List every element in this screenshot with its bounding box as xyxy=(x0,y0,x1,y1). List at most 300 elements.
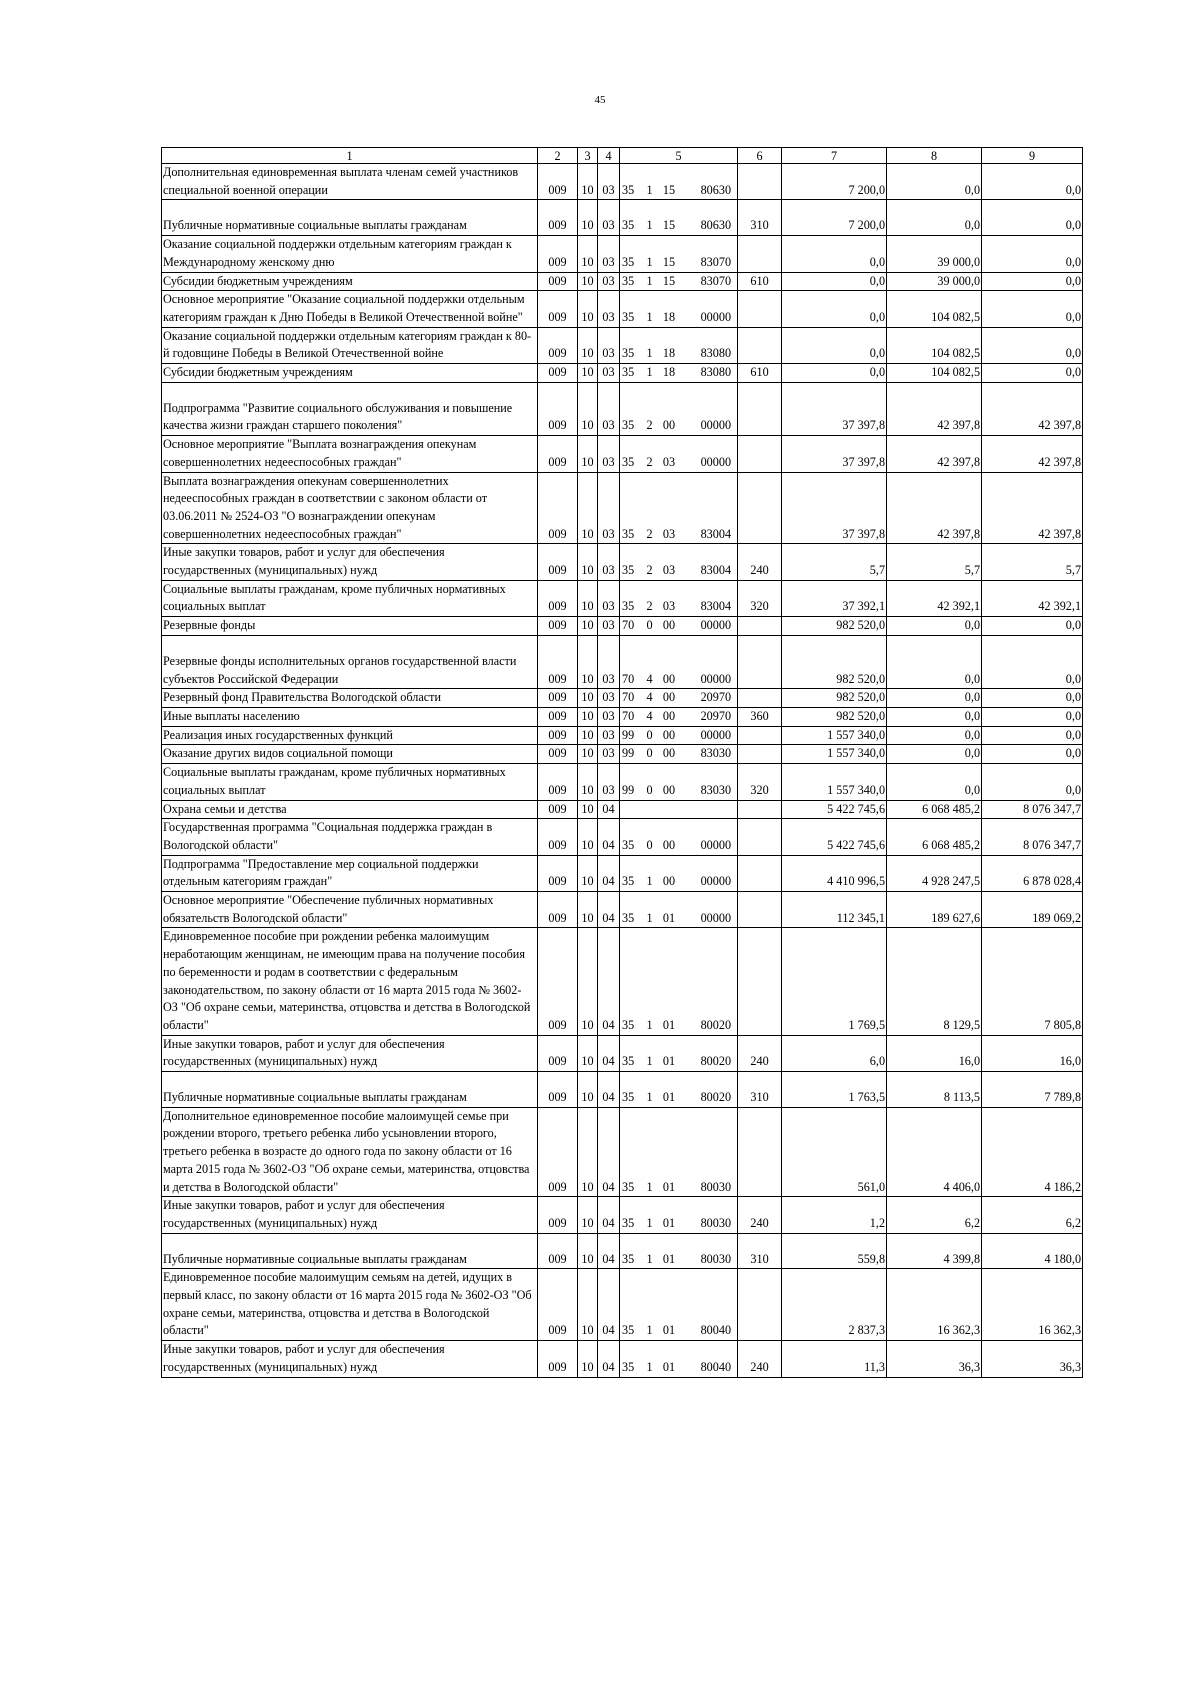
section-code: 10 xyxy=(578,726,598,745)
ministry-code: 009 xyxy=(538,726,578,745)
row-name: Иные закупки товаров, работ и услуг для обеспечения государственных (муниципальных) нужд xyxy=(162,1035,538,1071)
ministry-code: 009 xyxy=(538,745,578,764)
target-article-event: 01 xyxy=(656,928,683,1035)
subsection-code: 03 xyxy=(598,164,620,200)
target-article-subprogram: 1 xyxy=(644,236,656,272)
table-row xyxy=(162,580,1083,616)
target-article-program: 35 xyxy=(620,819,644,855)
amount-col-8: 0,0 xyxy=(887,164,982,200)
amount-col-8: 8 113,5 xyxy=(887,1072,982,1108)
target-article-direction: 00000 xyxy=(683,436,738,472)
amount-col-7: 0,0 xyxy=(782,327,887,363)
amount-col-8: 42 397,8 xyxy=(887,436,982,472)
amount-col-7: 982 520,0 xyxy=(782,707,887,726)
amount-col-9: 0,0 xyxy=(982,364,1083,383)
target-article-event: 18 xyxy=(656,364,683,383)
amount-col-7: 1 769,5 xyxy=(782,928,887,1035)
target-article-direction: 00000 xyxy=(683,819,738,855)
target-article-event: 00 xyxy=(656,726,683,745)
section-code: 10 xyxy=(578,1072,598,1108)
amount-col-9: 42 397,8 xyxy=(982,472,1083,544)
header-col-1: 1 xyxy=(162,148,538,164)
subsection-code: 03 xyxy=(598,272,620,291)
target-article-program: 70 xyxy=(620,635,644,688)
target-article-subprogram: 1 xyxy=(644,1107,656,1197)
target-article-subprogram: 4 xyxy=(644,689,656,708)
target-article-direction xyxy=(683,800,738,819)
row-name: Подпрограмма "Развитие социального обслуживания и повышение качества жизни граждан старшего поколения" xyxy=(162,382,538,435)
target-article-subprogram: 1 xyxy=(644,1233,656,1269)
table-row xyxy=(162,745,1083,764)
header-col-4: 4 xyxy=(598,148,620,164)
target-article-direction: 83004 xyxy=(683,544,738,580)
target-article-event: 03 xyxy=(656,544,683,580)
target-article-subprogram: 2 xyxy=(644,544,656,580)
section-code: 10 xyxy=(578,928,598,1035)
ministry-code: 009 xyxy=(538,635,578,688)
ministry-code: 009 xyxy=(538,800,578,819)
subsection-code: 04 xyxy=(598,928,620,1035)
target-article-direction: 00000 xyxy=(683,617,738,636)
amount-col-9: 0,0 xyxy=(982,689,1083,708)
expense-type-code: 240 xyxy=(738,544,782,580)
amount-col-8: 104 082,5 xyxy=(887,364,982,383)
target-article-direction: 20970 xyxy=(683,707,738,726)
target-article-program: 35 xyxy=(620,236,644,272)
expense-type-code: 310 xyxy=(738,1233,782,1269)
target-article-direction: 80630 xyxy=(683,200,738,236)
subsection-code: 03 xyxy=(598,635,620,688)
target-article-program: 35 xyxy=(620,928,644,1035)
section-code: 10 xyxy=(578,707,598,726)
expense-type-code xyxy=(738,819,782,855)
section-code: 10 xyxy=(578,544,598,580)
amount-col-7: 0,0 xyxy=(782,272,887,291)
section-code: 10 xyxy=(578,1269,598,1341)
table-row xyxy=(162,272,1083,291)
subsection-code: 03 xyxy=(598,200,620,236)
amount-col-8: 39 000,0 xyxy=(887,272,982,291)
amount-col-9: 42 397,8 xyxy=(982,436,1083,472)
amount-col-8: 0,0 xyxy=(887,689,982,708)
ministry-code: 009 xyxy=(538,1107,578,1197)
table-row xyxy=(162,800,1083,819)
subsection-code: 03 xyxy=(598,617,620,636)
amount-col-9: 4 180,0 xyxy=(982,1233,1083,1269)
row-name: Иные закупки товаров, работ и услуг для обеспечения государственных (муниципальных) нужд xyxy=(162,1341,538,1377)
target-article-event: 00 xyxy=(656,745,683,764)
target-article-program: 35 xyxy=(620,1107,644,1197)
target-article-event: 03 xyxy=(656,472,683,544)
table-row xyxy=(162,1107,1083,1197)
amount-col-8: 0,0 xyxy=(887,764,982,800)
ministry-code: 009 xyxy=(538,1197,578,1233)
ministry-code: 009 xyxy=(538,1269,578,1341)
table-row xyxy=(162,236,1083,272)
ministry-code: 009 xyxy=(538,200,578,236)
target-article-event: 18 xyxy=(656,327,683,363)
target-article-direction: 00000 xyxy=(683,855,738,891)
target-article-subprogram: 0 xyxy=(644,745,656,764)
amount-col-7: 1 763,5 xyxy=(782,1072,887,1108)
table-row xyxy=(162,617,1083,636)
amount-col-8: 6 068 485,2 xyxy=(887,800,982,819)
target-article-event: 15 xyxy=(656,164,683,200)
expense-type-code xyxy=(738,382,782,435)
ministry-code: 009 xyxy=(538,291,578,327)
target-article-subprogram: 1 xyxy=(644,1269,656,1341)
target-article-direction: 83004 xyxy=(683,580,738,616)
section-code: 10 xyxy=(578,364,598,383)
subsection-code: 03 xyxy=(598,382,620,435)
amount-col-9: 16,0 xyxy=(982,1035,1083,1071)
section-code: 10 xyxy=(578,635,598,688)
section-code: 10 xyxy=(578,689,598,708)
target-article-program: 70 xyxy=(620,707,644,726)
amount-col-7: 1 557 340,0 xyxy=(782,764,887,800)
amount-col-9: 189 069,2 xyxy=(982,892,1083,928)
target-article-direction: 00000 xyxy=(683,635,738,688)
target-article-subprogram: 1 xyxy=(644,928,656,1035)
amount-col-9: 0,0 xyxy=(982,291,1083,327)
amount-col-8: 104 082,5 xyxy=(887,327,982,363)
subsection-code: 04 xyxy=(598,855,620,891)
subsection-code: 04 xyxy=(598,1269,620,1341)
expense-type-code xyxy=(738,726,782,745)
amount-col-8: 104 082,5 xyxy=(887,291,982,327)
target-article-subprogram: 1 xyxy=(644,272,656,291)
target-article-program: 35 xyxy=(620,164,644,200)
ministry-code: 009 xyxy=(538,1072,578,1108)
expense-type-code: 310 xyxy=(738,200,782,236)
amount-col-7: 7 200,0 xyxy=(782,164,887,200)
ministry-code: 009 xyxy=(538,544,578,580)
target-article-subprogram: 1 xyxy=(644,327,656,363)
target-article-program: 35 xyxy=(620,200,644,236)
header-col-5: 5 xyxy=(620,148,738,164)
amount-col-9: 0,0 xyxy=(982,164,1083,200)
expense-type-code xyxy=(738,689,782,708)
amount-col-9: 0,0 xyxy=(982,272,1083,291)
row-name: Основное мероприятие "Выплата вознаграждения опекунам совершеннолетних недееспособных граждан" xyxy=(162,436,538,472)
table-row xyxy=(162,382,1083,435)
expense-type-code xyxy=(738,800,782,819)
target-article-event: 01 xyxy=(656,1072,683,1108)
section-code: 10 xyxy=(578,892,598,928)
amount-col-9: 6,2 xyxy=(982,1197,1083,1233)
ministry-code: 009 xyxy=(538,892,578,928)
table-row xyxy=(162,892,1083,928)
section-code: 10 xyxy=(578,164,598,200)
target-article-subprogram: 1 xyxy=(644,1035,656,1071)
target-article-event: 01 xyxy=(656,1233,683,1269)
expense-type-code xyxy=(738,617,782,636)
expense-type-code xyxy=(738,1269,782,1341)
row-name: Охрана семьи и детства xyxy=(162,800,538,819)
ministry-code: 009 xyxy=(538,472,578,544)
table-row xyxy=(162,764,1083,800)
table-row xyxy=(162,819,1083,855)
row-name: Резервный фонд Правительства Вологодской области xyxy=(162,689,538,708)
section-code: 10 xyxy=(578,745,598,764)
row-name: Публичные нормативные социальные выплаты гражданам xyxy=(162,200,538,236)
target-article-event: 15 xyxy=(656,200,683,236)
row-name: Основное мероприятие "Оказание социальной поддержки отдельным категориям граждан к Дню Победы в Великой Отечественной войне" xyxy=(162,291,538,327)
target-article-event: 00 xyxy=(656,764,683,800)
target-article-subprogram: 1 xyxy=(644,200,656,236)
ministry-code: 009 xyxy=(538,364,578,383)
table-row xyxy=(162,544,1083,580)
amount-col-9: 0,0 xyxy=(982,635,1083,688)
table-row xyxy=(162,1035,1083,1071)
subsection-code: 03 xyxy=(598,236,620,272)
amount-col-8: 0,0 xyxy=(887,617,982,636)
amount-col-9: 4 186,2 xyxy=(982,1107,1083,1197)
amount-col-9: 0,0 xyxy=(982,726,1083,745)
section-code: 10 xyxy=(578,855,598,891)
amount-col-7: 1 557 340,0 xyxy=(782,745,887,764)
section-code: 10 xyxy=(578,200,598,236)
subsection-code: 04 xyxy=(598,892,620,928)
target-article-subprogram: 1 xyxy=(644,364,656,383)
amount-col-8: 6 068 485,2 xyxy=(887,819,982,855)
expense-type-code xyxy=(738,928,782,1035)
subsection-code: 04 xyxy=(598,1107,620,1197)
row-name: Единовременное пособие при рождении ребенка малоимущим неработающим женщинам, не имеющим права на получение пособия по беременности и родам в соответствии с федеральным законодательством, по закону области от 16 марта 2015 года № 3602-ОЗ "Об охране семьи, материнства, отцовства и детства в Вологодской области" xyxy=(162,928,538,1035)
target-article-event xyxy=(656,800,683,819)
amount-col-8: 42 397,8 xyxy=(887,382,982,435)
table-row xyxy=(162,364,1083,383)
target-article-subprogram: 0 xyxy=(644,764,656,800)
amount-col-8: 0,0 xyxy=(887,635,982,688)
ministry-code: 009 xyxy=(538,1035,578,1071)
subsection-code: 03 xyxy=(598,726,620,745)
table-row xyxy=(162,164,1083,200)
target-article-event: 01 xyxy=(656,1269,683,1341)
section-code: 10 xyxy=(578,472,598,544)
subsection-code: 03 xyxy=(598,544,620,580)
amount-col-7: 6,0 xyxy=(782,1035,887,1071)
expense-type-code xyxy=(738,327,782,363)
target-article-program xyxy=(620,800,644,819)
target-article-program: 35 xyxy=(620,327,644,363)
ministry-code: 009 xyxy=(538,707,578,726)
table-row xyxy=(162,635,1083,688)
expense-type-code xyxy=(738,236,782,272)
amount-col-8: 189 627,6 xyxy=(887,892,982,928)
target-article-direction: 80020 xyxy=(683,928,738,1035)
amount-col-7: 4 410 996,5 xyxy=(782,855,887,891)
subsection-code: 04 xyxy=(598,800,620,819)
target-article-event: 01 xyxy=(656,1107,683,1197)
amount-col-8: 0,0 xyxy=(887,707,982,726)
amount-col-9: 0,0 xyxy=(982,617,1083,636)
row-name: Иные закупки товаров, работ и услуг для обеспечения государственных (муниципальных) нужд xyxy=(162,1197,538,1233)
row-name: Дополнительная единовременная выплата членам семей участников специальной военной операции xyxy=(162,164,538,200)
target-article-program: 35 xyxy=(620,1197,644,1233)
section-code: 10 xyxy=(578,617,598,636)
section-code: 10 xyxy=(578,800,598,819)
amount-col-7: 982 520,0 xyxy=(782,635,887,688)
expense-type-code xyxy=(738,164,782,200)
ministry-code: 009 xyxy=(538,580,578,616)
target-article-subprogram: 0 xyxy=(644,726,656,745)
section-code: 10 xyxy=(578,382,598,435)
amount-col-8: 16 362,3 xyxy=(887,1269,982,1341)
target-article-direction: 83070 xyxy=(683,272,738,291)
subsection-code: 03 xyxy=(598,689,620,708)
ministry-code: 009 xyxy=(538,928,578,1035)
target-article-program: 35 xyxy=(620,544,644,580)
target-article-event: 00 xyxy=(656,382,683,435)
target-article-program: 35 xyxy=(620,364,644,383)
amount-col-7: 982 520,0 xyxy=(782,617,887,636)
amount-col-9: 0,0 xyxy=(982,236,1083,272)
subsection-code: 03 xyxy=(598,580,620,616)
ministry-code: 009 xyxy=(538,764,578,800)
target-article-subprogram: 4 xyxy=(644,707,656,726)
table-row xyxy=(162,1233,1083,1269)
amount-col-9: 36,3 xyxy=(982,1341,1083,1377)
subsection-code: 04 xyxy=(598,1233,620,1269)
target-article-direction: 80040 xyxy=(683,1269,738,1341)
row-name: Подпрограмма "Предоставление мер социальной поддержки отдельным категориям граждан" xyxy=(162,855,538,891)
target-article-direction: 00000 xyxy=(683,892,738,928)
target-article-subprogram: 2 xyxy=(644,472,656,544)
expense-type-code: 240 xyxy=(738,1341,782,1377)
row-name: Дополнительное единовременное пособие малоимущей семье при рождении второго, третьего ребенка либо усыновлении второго, третьего ребенка в возрасте до одного года по закону области от 16 марта 2015 года № 3602-ОЗ "Об охране семьи, материнства, отцовства и детства в Вологодской области" xyxy=(162,1107,538,1197)
table-row xyxy=(162,855,1083,891)
target-article-subprogram: 1 xyxy=(644,855,656,891)
expense-type-code: 240 xyxy=(738,1197,782,1233)
target-article-subprogram: 1 xyxy=(644,892,656,928)
amount-col-9: 0,0 xyxy=(982,327,1083,363)
target-article-subprogram: 2 xyxy=(644,436,656,472)
table-row xyxy=(162,928,1083,1035)
target-article-program: 99 xyxy=(620,745,644,764)
header-col-2: 2 xyxy=(538,148,578,164)
target-article-event: 00 xyxy=(656,819,683,855)
amount-col-9: 16 362,3 xyxy=(982,1269,1083,1341)
amount-col-7: 982 520,0 xyxy=(782,689,887,708)
table-row xyxy=(162,200,1083,236)
target-article-direction: 80030 xyxy=(683,1233,738,1269)
amount-col-7: 7 200,0 xyxy=(782,200,887,236)
row-name: Иные выплаты населению xyxy=(162,707,538,726)
row-name: Оказание других видов социальной помощи xyxy=(162,745,538,764)
subsection-code: 03 xyxy=(598,707,620,726)
table-row xyxy=(162,291,1083,327)
expense-type-code: 320 xyxy=(738,764,782,800)
ministry-code: 009 xyxy=(538,855,578,891)
target-article-event: 00 xyxy=(656,707,683,726)
amount-col-7: 0,0 xyxy=(782,364,887,383)
expense-type-code xyxy=(738,291,782,327)
section-code: 10 xyxy=(578,1341,598,1377)
amount-col-8: 0,0 xyxy=(887,726,982,745)
amount-col-8: 6,2 xyxy=(887,1197,982,1233)
target-article-program: 99 xyxy=(620,726,644,745)
section-code: 10 xyxy=(578,291,598,327)
section-code: 10 xyxy=(578,272,598,291)
expense-type-code xyxy=(738,855,782,891)
target-article-direction: 83030 xyxy=(683,745,738,764)
budget-table xyxy=(161,147,1083,1378)
expense-type-code: 610 xyxy=(738,272,782,291)
amount-col-9: 7 805,8 xyxy=(982,928,1083,1035)
amount-col-9: 0,0 xyxy=(982,707,1083,726)
amount-col-9: 5,7 xyxy=(982,544,1083,580)
target-article-program: 35 xyxy=(620,580,644,616)
target-article-program: 35 xyxy=(620,1233,644,1269)
row-name: Оказание социальной поддержки отдельным категориям граждан к 80-й годовщине Победы в Великой Отечественной войне xyxy=(162,327,538,363)
target-article-event: 01 xyxy=(656,892,683,928)
row-name: Оказание социальной поддержки отдельным категориям граждан к Международному женскому дню xyxy=(162,236,538,272)
target-article-direction: 80030 xyxy=(683,1197,738,1233)
subsection-code: 03 xyxy=(598,291,620,327)
amount-col-7: 0,0 xyxy=(782,291,887,327)
target-article-program: 35 xyxy=(620,272,644,291)
target-article-program: 35 xyxy=(620,1269,644,1341)
table-row xyxy=(162,472,1083,544)
target-article-program: 99 xyxy=(620,764,644,800)
amount-col-8: 8 129,5 xyxy=(887,928,982,1035)
row-name: Основное мероприятие "Обеспечение публичных нормативных обязательств Вологодской области" xyxy=(162,892,538,928)
section-code: 10 xyxy=(578,1035,598,1071)
amount-col-9: 42 397,8 xyxy=(982,382,1083,435)
section-code: 10 xyxy=(578,580,598,616)
expense-type-code xyxy=(738,892,782,928)
target-article-direction: 80020 xyxy=(683,1035,738,1071)
amount-col-8: 4 406,0 xyxy=(887,1107,982,1197)
target-article-direction: 00000 xyxy=(683,291,738,327)
subsection-code: 03 xyxy=(598,764,620,800)
target-article-program: 35 xyxy=(620,472,644,544)
target-article-program: 70 xyxy=(620,689,644,708)
table-row xyxy=(162,707,1083,726)
target-article-subprogram: 0 xyxy=(644,617,656,636)
amount-col-7: 5 422 745,6 xyxy=(782,800,887,819)
header-col-8: 8 xyxy=(887,148,982,164)
section-code: 10 xyxy=(578,436,598,472)
amount-col-7: 112 345,1 xyxy=(782,892,887,928)
ministry-code: 009 xyxy=(538,272,578,291)
amount-col-8: 4 928 247,5 xyxy=(887,855,982,891)
target-article-direction: 80030 xyxy=(683,1107,738,1197)
table-row xyxy=(162,1269,1083,1341)
section-code: 10 xyxy=(578,1233,598,1269)
expense-type-code xyxy=(738,436,782,472)
amount-col-7: 2 837,3 xyxy=(782,1269,887,1341)
row-name: Государственная программа "Социальная поддержка граждан в Вологодской области" xyxy=(162,819,538,855)
table-row xyxy=(162,1341,1083,1377)
table-body xyxy=(162,164,1083,1378)
target-article-direction: 83080 xyxy=(683,364,738,383)
ministry-code: 009 xyxy=(538,382,578,435)
target-article-program: 35 xyxy=(620,1035,644,1071)
section-code: 10 xyxy=(578,327,598,363)
amount-col-8: 4 399,8 xyxy=(887,1233,982,1269)
row-name: Субсидии бюджетным учреждениям xyxy=(162,272,538,291)
section-code: 10 xyxy=(578,819,598,855)
target-article-event: 03 xyxy=(656,580,683,616)
target-article-program: 35 xyxy=(620,855,644,891)
table-row xyxy=(162,327,1083,363)
expense-type-code: 360 xyxy=(738,707,782,726)
subsection-code: 03 xyxy=(598,364,620,383)
row-name: Иные закупки товаров, работ и услуг для обеспечения государственных (муниципальных) нужд xyxy=(162,544,538,580)
target-article-direction: 80040 xyxy=(683,1341,738,1377)
